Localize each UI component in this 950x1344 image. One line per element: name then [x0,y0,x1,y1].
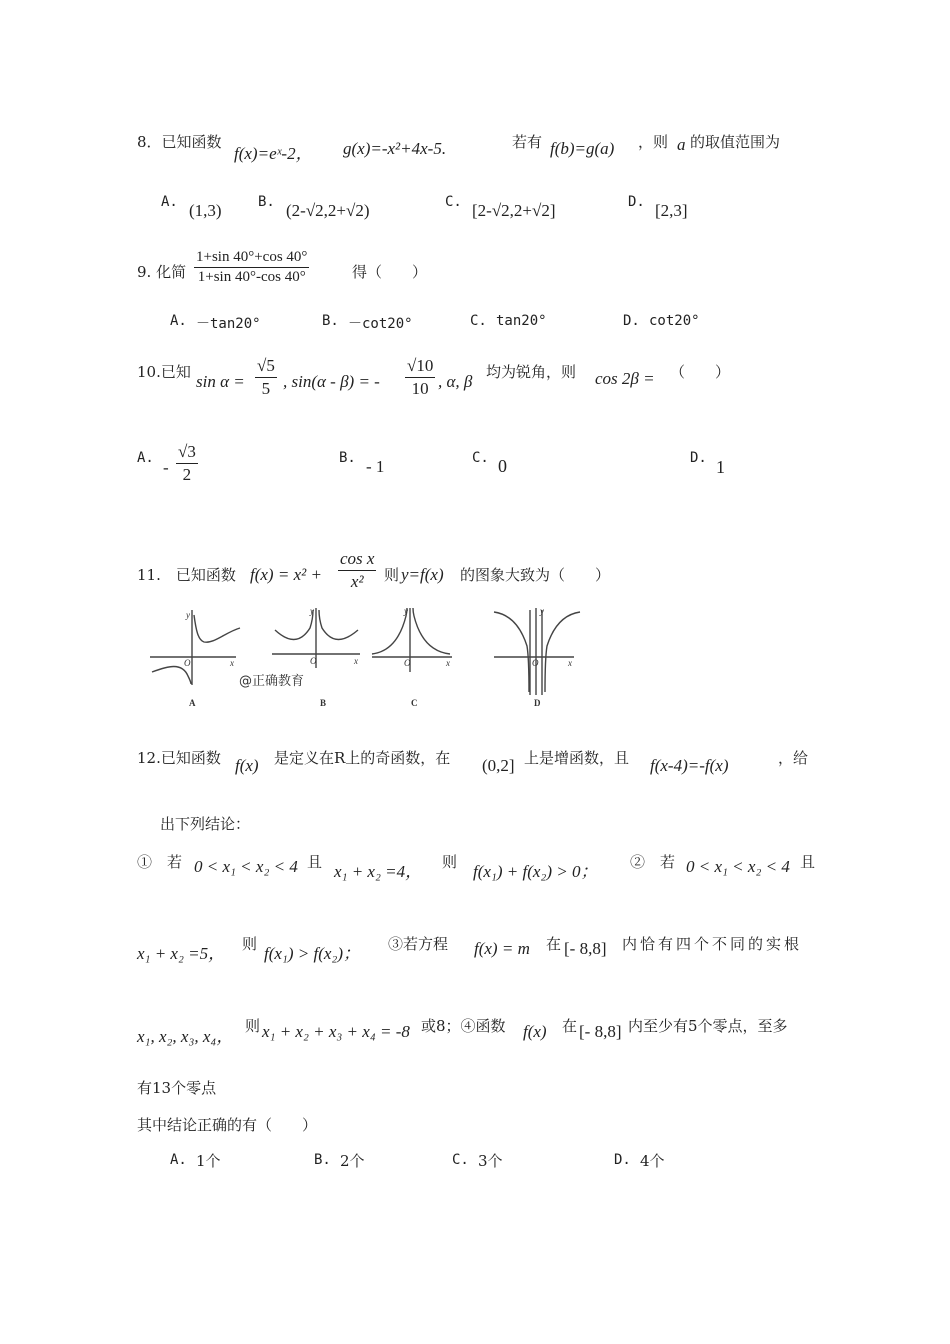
q10-sin-a: sin α = [196,372,245,391]
q10-opt-a-frac [176,442,198,485]
q10-sin-ab: , sin(α - β) = - [283,372,380,391]
q11-suffix: 的图象大致为（ ） [460,566,611,584]
q8-opt-a-label: A. [161,194,178,210]
q12-opt-c-label: C. [452,1152,469,1168]
q10-opt-d: 1 [716,457,725,477]
q12-opt-a: 1个 [196,1152,221,1170]
q10-frac1-den: 5 [261,379,271,398]
graph-c-label: C [411,698,418,708]
q10-opt-c-label: C. [472,450,489,466]
graph-a-label: A [189,698,196,708]
graph-a-x-label: x [230,658,234,668]
graph-d-x-label: x [568,658,572,668]
q9-fraction [194,249,309,286]
q9-numerator: 1+sin 40°+cos 40° [194,249,309,268]
q9-opt-a-label: A. [170,313,187,329]
graph-b-x-label: x [354,656,358,666]
q12-l1-mid: 是定义在R上的奇函数，在 [274,749,451,767]
q11-frac-den: x² [350,572,364,591]
q10-opt-a-num: √3 [176,442,198,464]
graph-a-y-label: y [186,610,190,620]
q10-frac2 [405,356,435,399]
q9-opt-c: tan20° [496,313,547,329]
q10-prefix: 10.已知 [137,363,191,381]
q12-opt-a-label: A. [170,1152,187,1168]
q12-c3-eq: f(x) = m [474,939,530,958]
q10-paren: （ ） [670,363,731,381]
q11-prefix: 11. 已知函数 [137,566,236,584]
q9-opt-a: －tan20° [196,316,261,332]
q8-f-def: f(x)=eˣ-2， [234,144,313,163]
q8-opt-c-label: C. [445,194,462,210]
q12-c3-text: ③若方程 [388,935,449,953]
q10-frac1-num: √5 [255,356,277,378]
q12-c2-res: f(x₁) > f(x₂)； [264,944,360,963]
graph-d-origin: O [532,658,539,668]
q12-c3-in: 在 [546,935,562,953]
q12-opt-b-label: B. [314,1152,331,1168]
q10-opt-d-label: D. [690,450,707,466]
q8-opt-b: (2-√2,2+√2) [286,201,370,220]
q9-opt-b: －cot20° [348,316,413,332]
q8-opt-d-label: D. [628,194,645,210]
q11-graphs-svg [148,600,588,710]
q10-cos2b: cos 2β = [595,369,655,388]
q9-opt-b-label: B. [322,313,339,329]
q12-c1-res: f(x₁) + f(x₂) > 0； [473,862,598,881]
q10-frac1 [255,356,277,399]
q12-c3-int: [- 8,8] [564,939,607,958]
q12-l1-prefix: 12.已知函数 [137,749,221,767]
q10-opt-a-den: 2 [182,465,192,484]
q9-denominator: 1+sin 40°-cos 40° [197,269,306,285]
q9-opt-d: cot20° [649,313,700,329]
q12-relation: f(x-4)=-f(x) [650,756,729,775]
q8-g-def: g(x)=-x²+4x-5. [343,139,447,158]
q11-frac-num: cos x [338,549,376,571]
q9-opt-c-label: C. [470,313,487,329]
q11-graphs [148,600,588,714]
q12-l2: 出下列结论： [160,815,251,833]
q8-opt-a: (1,3) [189,201,222,220]
q8-cond: f(b)=g(a) [550,139,615,158]
q8-opt-b-label: B. [258,194,275,210]
q12-opt-c: 3个 [478,1152,503,1170]
q11-watermark: @正确教育 [239,674,305,689]
q12-c1-mark: ① 若 [137,853,183,871]
q12-c4-end2: 有13个零点 [137,1079,217,1097]
graph-b-origin: O [310,656,317,666]
q12-c3-then: 则 [245,1017,261,1035]
q8-opt-d: [2,3] [655,201,688,220]
graph-d [494,608,580,695]
graph-c-x-label: x [446,658,450,668]
q12-c2-cond: 0 < x₁ < x₂ < 4 [686,857,790,876]
q12-interval: (0,2] [482,756,515,775]
q9-suffix: 得（ ） [352,263,428,281]
q12-ask: 其中结论正确的有（ ） [137,1116,318,1134]
q12-c4-end: 内至少有5个零点，至多 [628,1017,788,1035]
graph-b-label: B [320,698,327,708]
q11-frac [338,549,376,592]
q8-cond-pre: 若有 [512,133,543,151]
graph-d-label: D [534,698,541,708]
graph-c [372,608,452,672]
q12-c2-and: 且 [800,853,816,871]
q12-opt-d-label: D. [614,1152,631,1168]
q12-opt-d: 4个 [640,1152,665,1170]
q12-c4-fx: f(x) [523,1022,547,1041]
q10-vars: , α, β [438,372,473,391]
graph-b-y-label: y [310,606,314,616]
q12-opt-b: 2个 [340,1152,365,1170]
q10-middle: 均为锐角，则 [486,363,577,381]
graph-c-y-label: y [404,606,408,616]
q12-c3-end: 内恰有四个不同的实根 [622,935,803,953]
q12-l1-mid2: 上是增函数，且 [524,749,630,767]
q9-prefix: 9. 化简 [137,263,187,281]
q12-c1-cond: 0 < x₁ < x₂ < 4 [194,857,298,876]
q10-opt-a-minus: - [163,458,169,477]
q8-opt-c: [2-√2,2+√2] [472,201,556,220]
q9-opt-d-label: D. [623,313,640,329]
q12-c1-then: 则 [442,853,458,871]
q8-var: a [677,135,686,154]
q10-frac2-den: 10 [411,379,429,398]
q10-opt-a-label: A. [137,450,154,466]
q12-c2-sum: x₁ + x₂ =5， [137,944,226,963]
q8-suffix: 的取值范围为 [690,133,781,151]
q12-c4-in: 在 [562,1017,578,1035]
q12-c4-int: [- 8,8] [579,1022,622,1041]
q8-then: ，则 [638,133,669,151]
q12-c1-sum: x₁ + x₂ =4， [334,862,423,881]
q12-c2-then: 则 [242,935,258,953]
q12-c3-or: 或8；④函数 [421,1017,506,1035]
q12-c3-sum: x₁ + x₂ + x₃ + x₄ = -8 [262,1022,410,1041]
q10-opt-c: 0 [498,456,507,476]
q11-y: y=f(x) [401,565,444,584]
graph-a [150,610,240,685]
q12-c1-and: 且 [307,853,323,871]
q10-opt-b-label: B. [339,450,356,466]
q12-l1-end: ，给 [778,749,809,767]
q12-c3-roots: x₁, x₂, x₃, x₄， [137,1027,234,1046]
q11-f-def: f(x) = x² + [250,565,322,584]
q11-then: 则 [384,566,400,584]
graph-a-origin: O [184,658,191,668]
q10-frac2-num: √10 [405,356,435,378]
q12-c2-mark: ② 若 [630,853,676,871]
q12-fx: f(x) [235,756,259,775]
graph-d-y-label: y [540,606,544,616]
q8-prefix: 8．已知函数 [137,133,222,151]
graph-c-origin: O [404,658,411,668]
q10-opt-b: - 1 [366,457,385,476]
